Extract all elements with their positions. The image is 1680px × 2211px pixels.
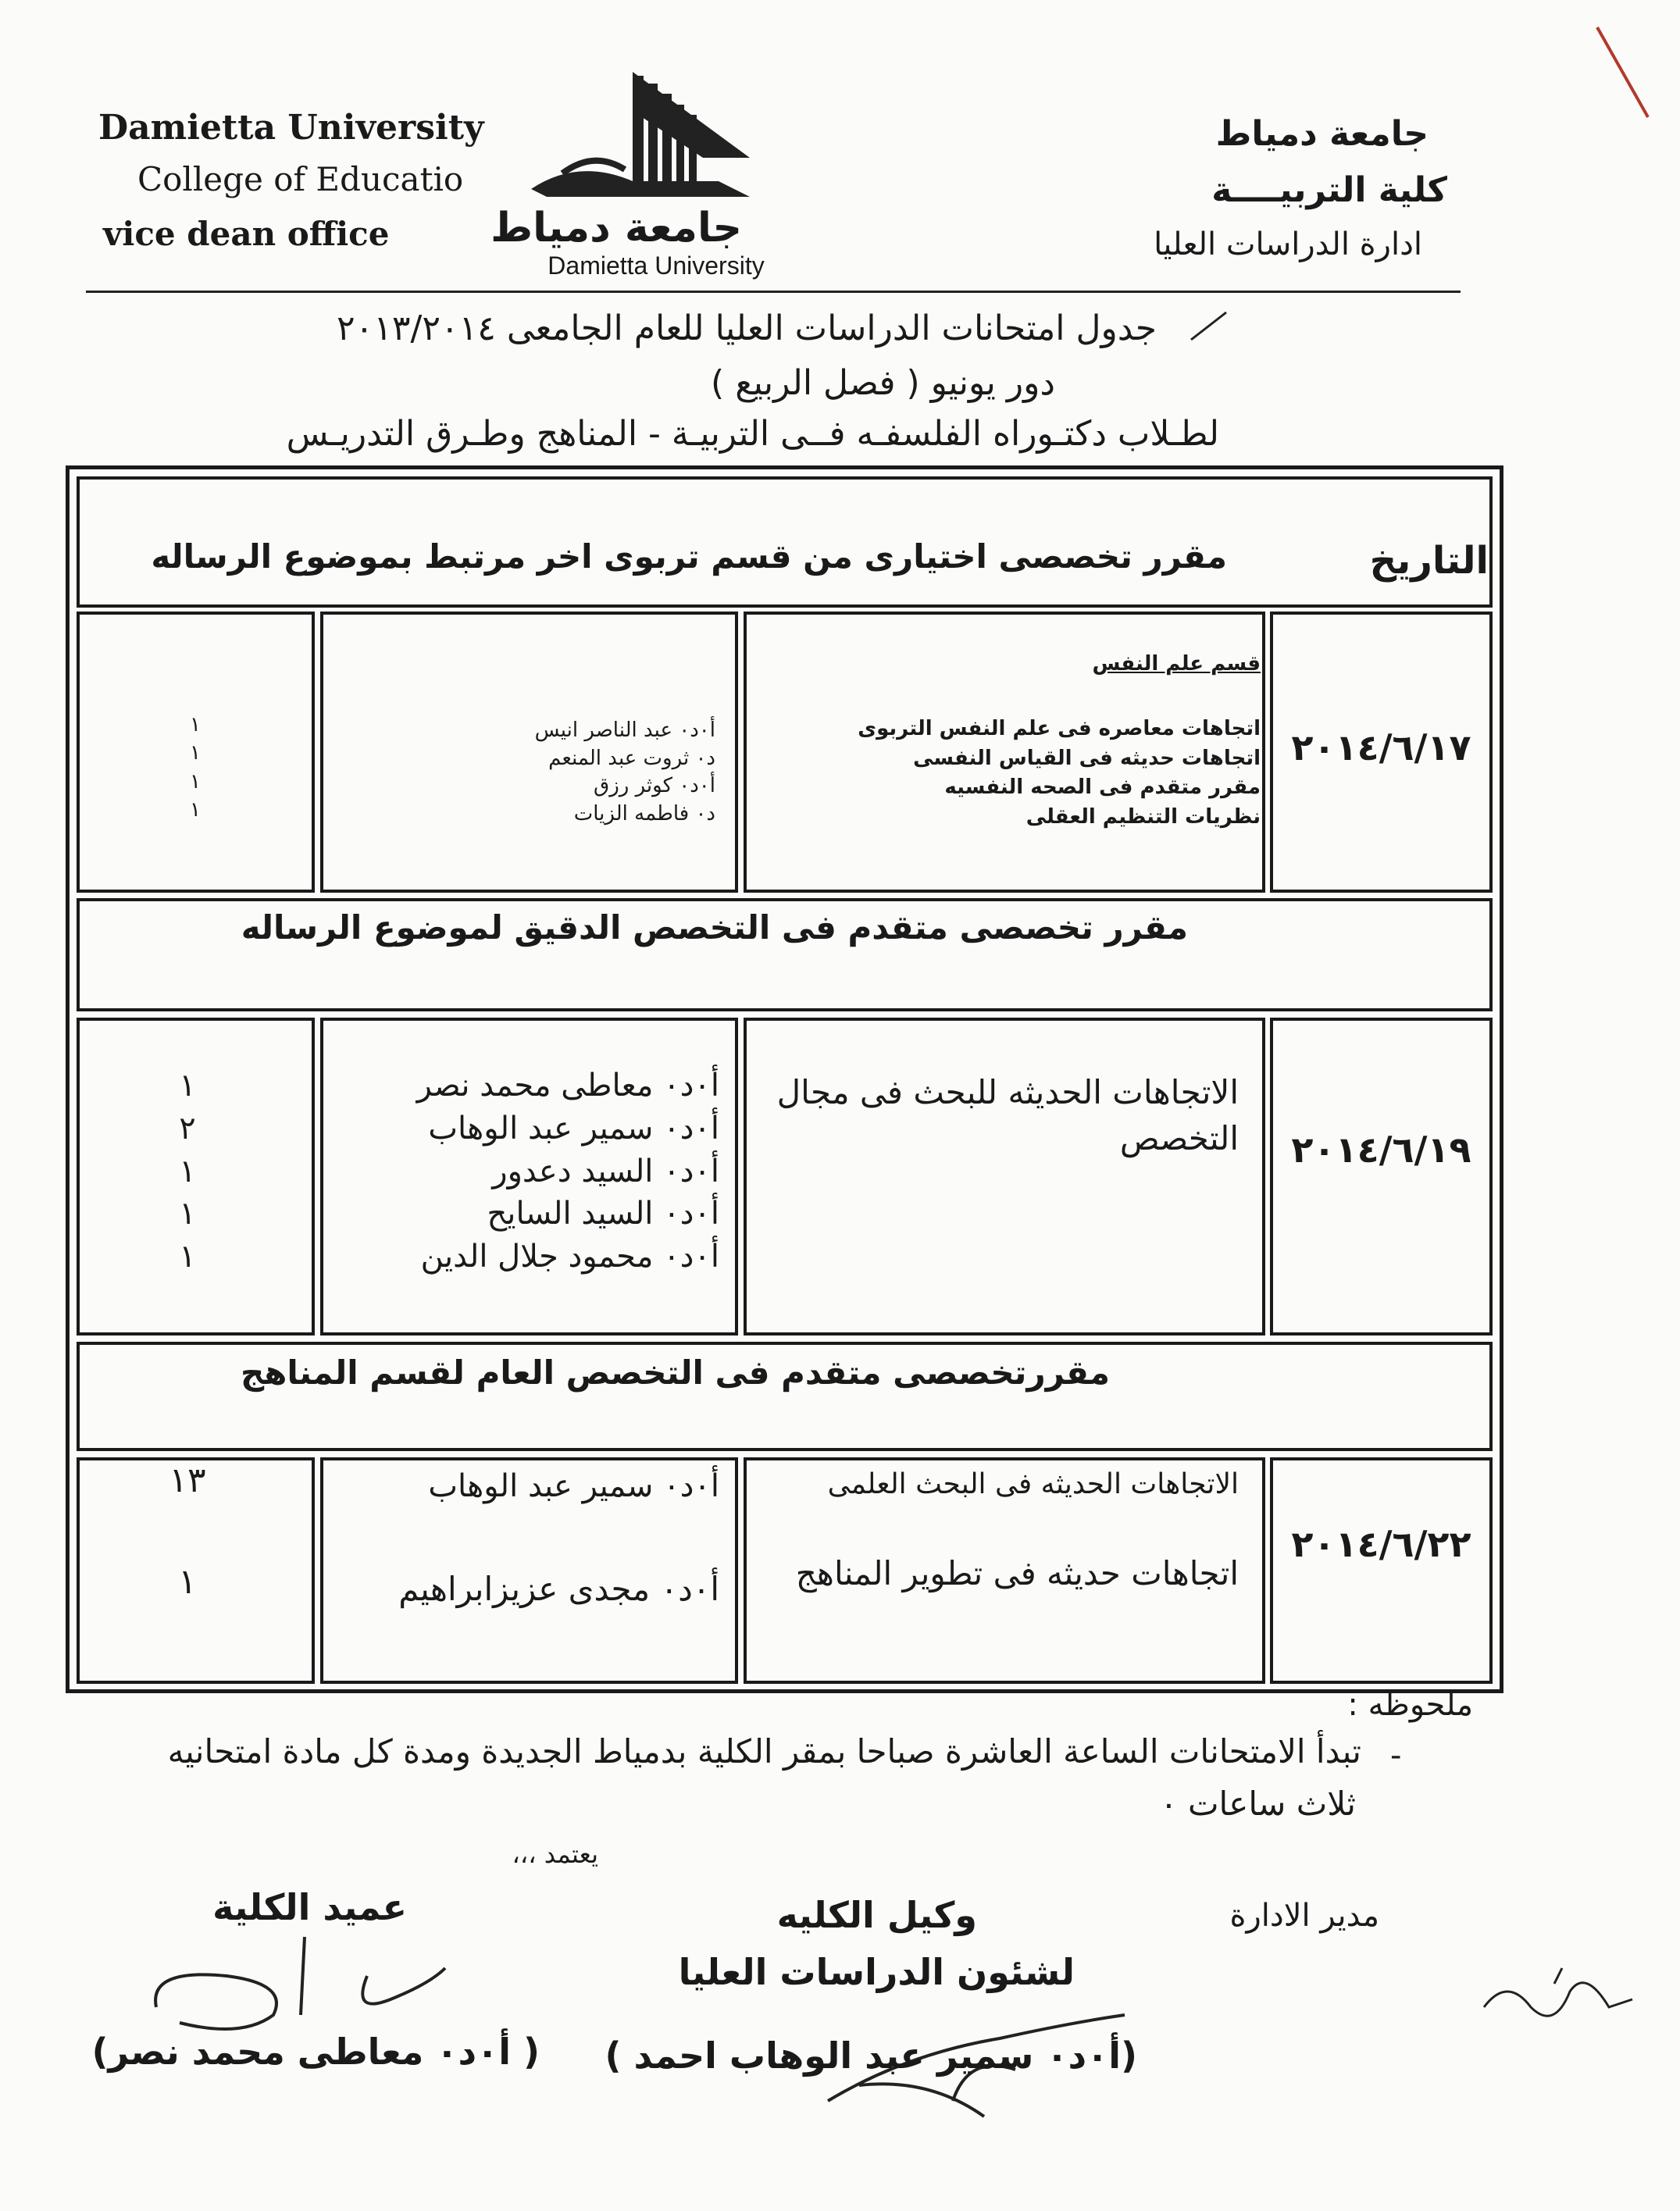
row1-subject-4: نظريات التنظيم العقلى — [1025, 805, 1261, 829]
row1-subject-2: اتجاهات حديثه فى القياس النفسى — [913, 746, 1261, 770]
dean-name: ( أ٠د٠ معاطى محمد نصر) — [91, 2031, 540, 2073]
row2-examiner-5: أ٠د٠ محمود جلال الدين — [420, 1239, 719, 1275]
college-name-ar: كلية التربيــــة — [1211, 170, 1447, 210]
check-mark — [1187, 308, 1234, 351]
vice-dean-subtitle: لشئون الدراسات العليا — [678, 1951, 1075, 1993]
dean-title: عميد الكلية — [212, 1886, 407, 1928]
department-name-ar: ادارة الدراسات العليا — [1154, 226, 1422, 262]
row2-subjects-cell — [744, 1018, 1265, 1336]
row2-count-4: ١ — [179, 1196, 196, 1232]
row2-examiner-2: أ٠د٠ سمير عبد الوهاب — [428, 1110, 719, 1147]
section2-title: مقرر تخصصى متقدم فى التخصص الدقيق لموضوع الرساله — [241, 908, 1188, 947]
vice-dean-name: (أ٠د٠ سمير عبد الوهاب احمد ) — [605, 2034, 1137, 2077]
row3-examiner-1: أ٠د٠ سمير عبد الوهاب — [428, 1468, 719, 1504]
date-column-header: التاريخ — [1369, 539, 1489, 583]
notes-heading: ملحوظه : — [1347, 1687, 1473, 1723]
director-title: مدير الادارة — [1229, 1898, 1379, 1934]
row3-count-1: ١٣ — [169, 1460, 206, 1500]
row3-subject-2: اتجاهات حديثه فى تطوير المناهج — [795, 1554, 1239, 1592]
university-name-ar: جامعة دمياط — [1215, 114, 1429, 154]
row2-subject-2: التخصص — [1119, 1118, 1239, 1157]
schedule-title: جدول امتحانات الدراسات العليا للعام الجامعى ٢٠١٣/٢٠١٤ — [336, 308, 1157, 348]
row3-date: ٢٠١٤/٦/٢٢ — [1291, 1523, 1471, 1565]
row1-date: ٢٠١٤/٦/١٧ — [1291, 726, 1471, 769]
row2-count-5: ١ — [179, 1239, 196, 1275]
row2-count-3: ١ — [179, 1153, 196, 1189]
row2-examiner-3: أ٠د٠ السيد دعدور — [492, 1153, 719, 1189]
section1-title: مقرر تخصصى اختيارى من قسم تربوى اخر مرتبط بموضوع الرساله — [151, 537, 1227, 576]
college-name-en: College of Educatio — [137, 160, 464, 198]
row2-count-2: ٢ — [179, 1110, 196, 1147]
row3-count-2: ١ — [178, 1562, 197, 1602]
row2-subjects — [777, 1070, 1239, 1162]
row1-examiner-2: د٠ ثروت عبد المنعم — [548, 746, 715, 770]
vice-dean-title: وكيل الكليه — [776, 1894, 977, 1936]
row1-count-4: ١ — [190, 798, 201, 822]
notes-line1: تبدأ الامتحانات الساعة العاشرة صباحا بمقر الكلية بدمياط الجديدة ومدة كل مادة امتحانيه — [167, 1732, 1361, 1771]
pen-scratch-mark — [1593, 23, 1656, 128]
row2-count-1: ١ — [179, 1068, 196, 1104]
section3-title: مقررتخصصى متقدم فى التخصص العام لقسم المناهج — [241, 1353, 1110, 1392]
row2-examiner-4: أ٠د٠ السيد السايح — [487, 1196, 719, 1232]
row2-examiners — [417, 1064, 719, 1278]
row1-counts — [172, 711, 219, 825]
row1-count-3: ١ — [190, 769, 201, 793]
program-title: لطـلاب دكتـوراه الفلسفـه فــى التربيـة - المناهج وطـرق التدريـس — [286, 414, 1219, 454]
row1-count-1: ١ — [190, 713, 201, 736]
row1-department: قسم علم النفس — [1092, 652, 1261, 676]
logo-arabic-text: جامعة دمياط — [490, 205, 742, 251]
office-name-en: vice dean office — [103, 215, 390, 253]
row2-counts — [164, 1064, 211, 1278]
row1-examiners — [535, 717, 715, 828]
row2-examiner-1: أ٠د٠ معاطى محمد نصر — [416, 1068, 719, 1104]
row1-subject-3: مقرر متقدم فى الصحه النفسيه — [944, 776, 1261, 800]
row2-subject-1: الاتجاهات الحديثه للبحث فى مجال — [776, 1073, 1239, 1111]
row3-examiner-2: أ٠د٠ مجدى عزيزابراهيم — [398, 1570, 719, 1608]
row1-examiner-3: أ٠د٠ كوثر رزق — [594, 774, 715, 798]
row1-examiner-1: أ٠د٠ عبد الناصر انيس — [534, 719, 715, 742]
row1-examiner-4: د٠ فاطمه الزيات — [573, 801, 715, 826]
row1-subjects — [858, 715, 1261, 833]
director-signature — [1476, 1952, 1648, 2042]
row2-date-cell — [1270, 1018, 1493, 1336]
notes-bullet: - — [1390, 1738, 1402, 1774]
university-name-en: Damietta University — [98, 108, 484, 148]
row1-subject-1: اتجاهات معاصره فى علم النفس التربوى — [858, 717, 1261, 740]
row1-count-2: ١ — [190, 741, 201, 765]
row3-subject-1: الاتجاهات الحديثه فى البحث العلمى — [827, 1468, 1239, 1500]
header-divider — [86, 291, 1461, 293]
row3-date-cell — [1270, 1457, 1493, 1684]
exam-session: دور يونيو ( فصل الربيع ) — [711, 363, 1055, 403]
approved-label: يعتمد ،،، — [512, 1839, 598, 1869]
university-logo — [490, 72, 797, 283]
row2-date: ٢٠١٤/٦/١٩ — [1291, 1129, 1471, 1171]
notes-line2: ثلاث ساعات ٠ — [1160, 1785, 1356, 1823]
logo-english-text: Damietta University — [548, 251, 765, 280]
